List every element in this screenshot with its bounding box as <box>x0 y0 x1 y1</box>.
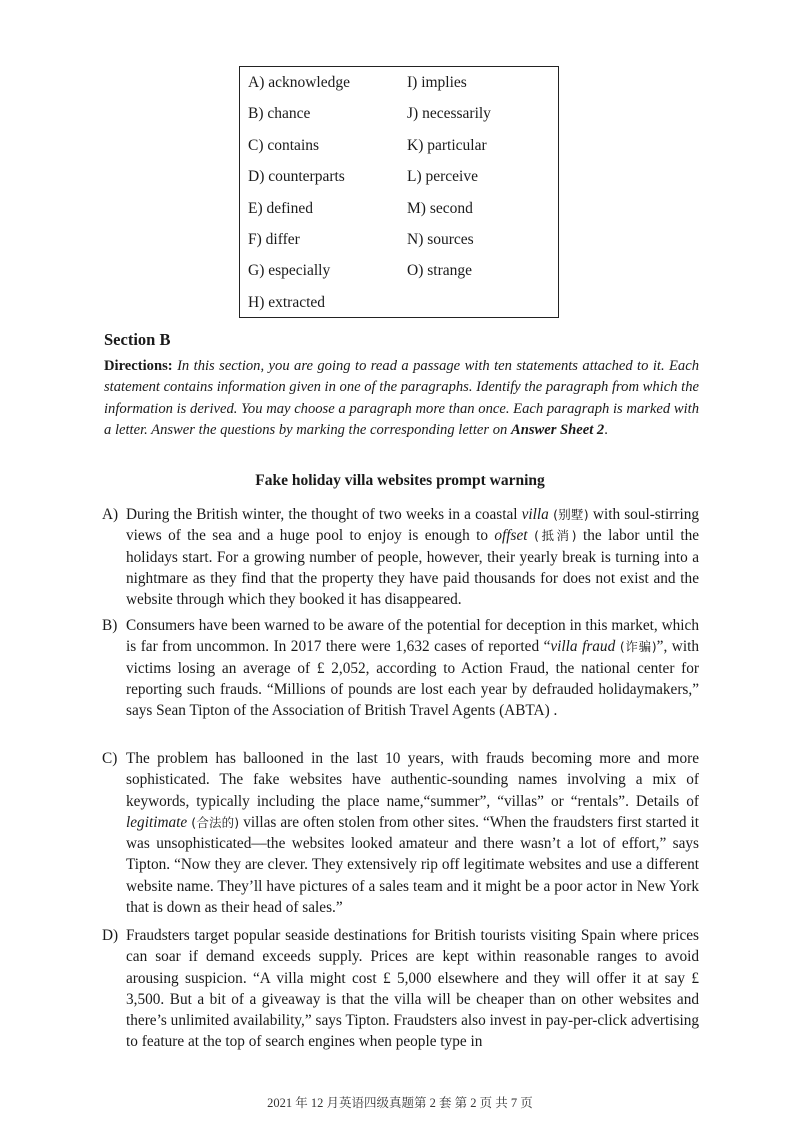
text-run: During the British winter, the thought of two weeks in a coastal <box>126 506 522 523</box>
directions <box>104 356 699 442</box>
word-option: L) perceive <box>407 168 478 186</box>
glossed-term: offset <box>494 527 528 545</box>
paragraph-a <box>102 504 699 610</box>
page-footer: 2021 年 12 月英语四级真题第 2 套 第 2 页 共 7 页 <box>267 1096 533 1110</box>
word-option: N) sources <box>407 230 474 248</box>
text-run: villas are often stolen from other sites. “When the fraudsters first started it was unsophisticated—the websites looked amateur and there wasn’t a lot of effort,” says Tipton. “Now they are clever. They extensively rip off legitimate websites and use a different website name. They’ll have pictures of a sales team and it might be a poor actor in New York that is down as their head of sales.” <box>126 813 700 917</box>
section-title: Section B <box>104 330 171 349</box>
directions-period: . <box>604 422 608 439</box>
word-option: F) differ <box>248 230 300 248</box>
chinese-gloss: (抵消) <box>527 528 584 544</box>
word-option: B) chance <box>248 105 311 123</box>
directions-label: Directions: <box>104 358 173 374</box>
word-option: M) second <box>407 199 473 217</box>
paragraph-text <box>126 504 699 610</box>
word-option: E) defined <box>248 199 313 217</box>
text-run: with soul-stirring views of the sea and a huge pool to enjoy is enough to <box>126 506 699 545</box>
word-bank-left-column <box>248 73 350 324</box>
paragraph-c <box>102 748 699 918</box>
chinese-gloss: (合法的) <box>187 814 244 830</box>
word-option: K) particular <box>407 136 487 154</box>
word-option: D) counterparts <box>248 168 345 186</box>
directions-text: In this section, you are going to read a passage with ten statements attached to it. Each statement contains information given in one of the paragraphs. Identify the paragraph from which the information is derived. You may choose a paragraph more than once. Each paragraph is marked with a letter. Answer the questions by marking the corresponding letter on <box>104 358 699 439</box>
text-run: Fraudsters target popular seaside destinations for British tourists visiting Spain where prices can soar if demand exceeds supply. Prices are kept within reasonable ranges to avoid arousing suspicion. “A villa might cost £ 5,000 elsewhere and they will offer it at say £ 3,500. But a bit of a giveaway is that the villa will be cheaper than on other websites and there’s unlimited availability,” says Tipton. Fraudsters also invest in pay-per-click advertising to feature at the top of search engines when people type in <box>126 927 699 1051</box>
word-option: A) acknowledge <box>248 74 350 91</box>
paragraph-label: A) <box>102 506 119 523</box>
word-option: I) implies <box>407 74 467 91</box>
answer-sheet-ref: Answer Sheet 2 <box>510 422 605 439</box>
word-option: O) strange <box>407 262 472 280</box>
word-option: J) necessarily <box>407 105 491 123</box>
chinese-gloss: (诈骗) <box>615 639 657 655</box>
chinese-gloss: (别墅) <box>548 507 593 522</box>
word-bank-box <box>239 66 559 318</box>
glossed-term: legitimate <box>126 813 188 831</box>
word-option: C) contains <box>248 136 320 154</box>
glossed-term: villa <box>521 506 549 523</box>
text-run: ”, with victims losing an average of £ 2,052, according to Action Fraud, the national center for reporting such frauds. “Millions of pounds are lost each year by defrauded holidaymakers,” says Sean Tipton of the Association of British Travel Agents (ABTA) . <box>126 638 699 720</box>
word-option: G) especially <box>248 262 331 280</box>
text-run: the labor until the holidays start. For a growing number of people, however, their yearly break is turning into a nightmare as they find that the property they have paid thousands for does not exist and the website through which they booked it has disappeared. <box>126 527 700 609</box>
paragraph-label: C) <box>102 750 118 767</box>
glossed-term: villa fraud <box>550 638 616 656</box>
paragraph-label: B) <box>102 617 118 634</box>
paragraph-label: D) <box>102 927 119 944</box>
paragraph-b <box>102 615 699 721</box>
paragraph-text <box>126 748 699 918</box>
paragraph-text <box>126 615 699 721</box>
article-title: Fake holiday villa websites prompt warning <box>255 472 545 489</box>
word-option: H) extracted <box>248 293 326 311</box>
word-bank-right-column <box>407 73 491 293</box>
paragraph-text <box>126 925 699 1053</box>
text-run: Consumers have been warned to be aware of the potential for deception in this market, which is far from uncommon. In 2017 there were 1,632 cases of reported “ <box>126 617 699 656</box>
paragraph-d <box>102 925 699 1053</box>
text-run: The problem has ballooned in the last 10 years, with frauds becoming more and more sophisticated. The fake websites have authentic-sounding names involving a mix of keywords, typically including the place name,“summer”, “villas” or “rentals”. Details of <box>126 750 699 810</box>
